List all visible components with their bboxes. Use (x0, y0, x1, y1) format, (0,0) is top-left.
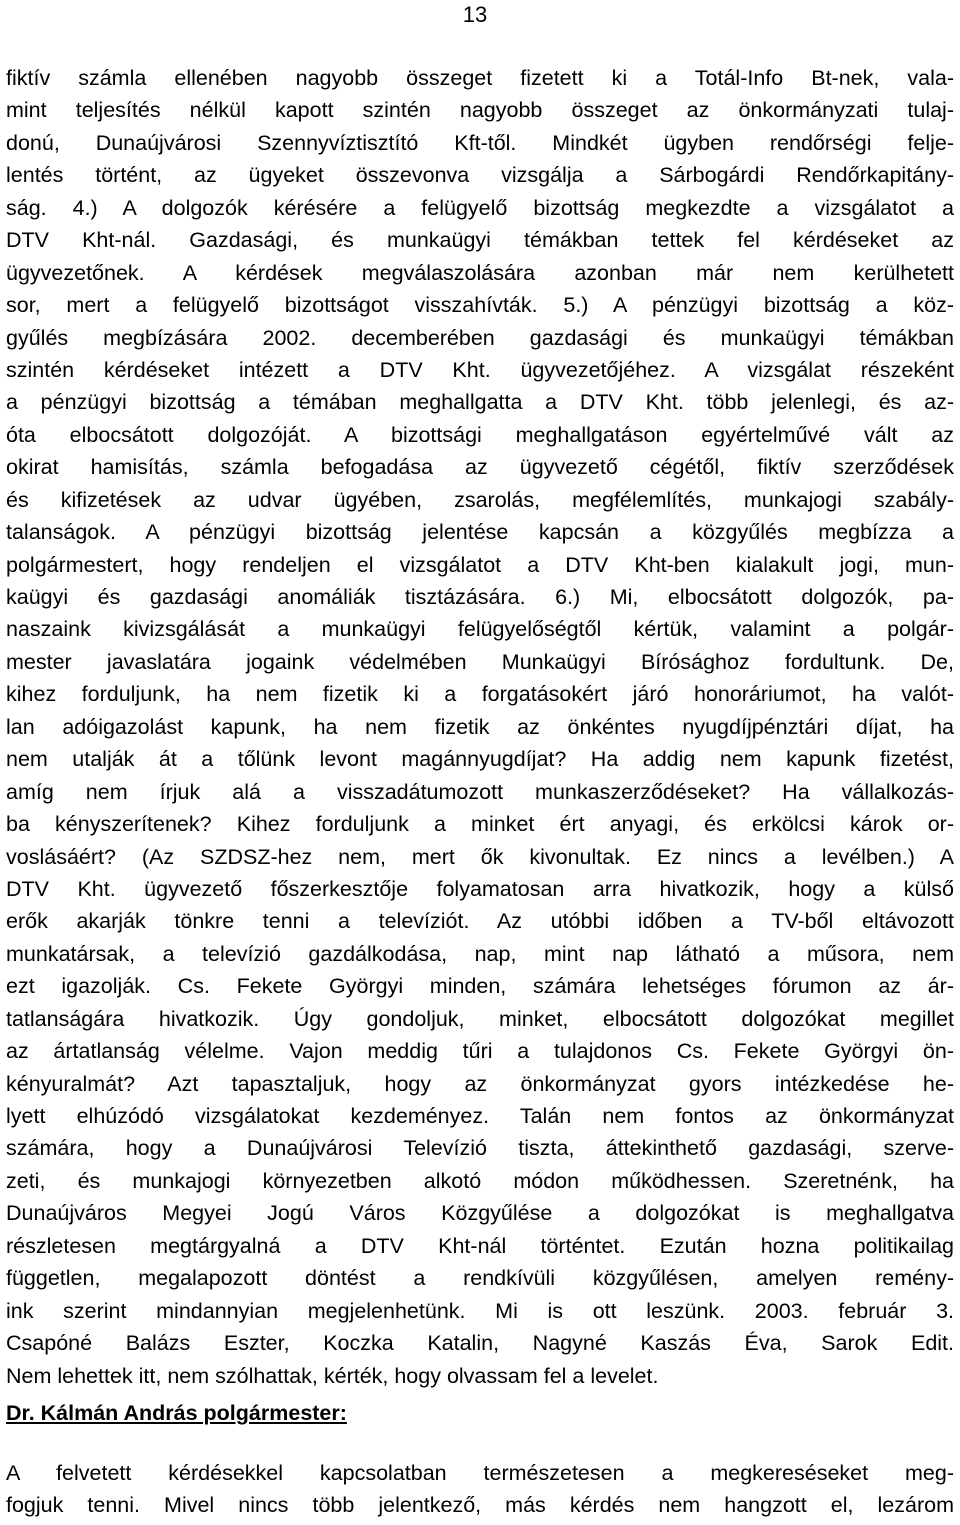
text-line: DTV Kht. ügyvezető főszerkesztője folyamatosan arra hivatkozik, hogy a külső (6, 876, 954, 901)
text-line: ezt igazolják. Cs. Fekete Györgyi minden, számára lehetséges fórumon az ár- (6, 974, 954, 999)
text-line: zeti, és munkajogi környezetben alkotó módon működhessen. Szeretnénk, ha (6, 1168, 954, 1193)
text-line: okirat hamisítás, számla befogadása az ügyvezető cégétől, fiktív szerződések (6, 455, 954, 480)
text-line: tatlanságára hivatkozik. Úgy gondoljuk, minket, elbocsátott dolgozókat megillet (6, 1006, 954, 1031)
text-line: voslásáért? (Az SZDSZ-hez nem, mert ők kivonultak. Ez nincs a levélben.) A (6, 844, 954, 869)
text-line: gyűlés megbízására 2002. decemberében gazdasági és munkaügyi témákban (6, 325, 954, 350)
text-line: talanságok. A pénzügyi bizottság jelentése kapcsán a közgyűlés megbízza a (6, 520, 954, 545)
letter-body-paragraph (6, 62, 954, 1392)
text-line: és kifizetések az udvar ügyében, zsarolás, megfélemlítés, munkajogi szabály- (6, 487, 954, 512)
text-line: lentés történt, az ügyeket összevonva vizsgálja a Sárbogárdi Rendőrkapitány- (6, 163, 954, 188)
text-line: donú, Dunaújvárosi Szennyvíztisztító Kft-től. Mindkét ügyben rendőrségi felje- (6, 130, 954, 155)
text-line: mint teljesítés nélkül kapott szintén nagyobb összeget az önkormányzati tulaj- (6, 98, 954, 123)
text-line: A felvetett kérdésekkel kapcsolatban természetesen a megkereséseket meg- (6, 1461, 954, 1485)
speaker-label: Dr. Kálmán András polgármester: (6, 1401, 347, 1425)
text-line: mester javaslatára jogaink védelmében Munkaügyi Bírósághoz fordultunk. De, (6, 649, 954, 674)
text-line: kényuralmát? Azt tapasztaljuk, hogy az önkormányzat gyors intézkedése he- (6, 1071, 954, 1096)
text-line: Nem lehettek itt, nem szólhattak, kérték, hogy olvassam fel a levelet. (6, 1363, 659, 1388)
text-line: amíg nem írjuk alá a visszadátumozott munkaszerződéseket? Ha vállalkozás- (6, 779, 954, 804)
page-number: 13 (462, 2, 488, 27)
text-line: ink szerint mindannyian megjelenhetünk. Mi is ott leszünk. 2003. február 3. (6, 1298, 954, 1323)
text-line: ság. 4.) A dolgozók kérésére a felügyelő bizottság megkezdte a vizsgálatot a (6, 195, 954, 220)
text-line: sor, mert a felügyelő bizottságot visszahívták. 5.) A pénzügyi bizottság a köz- (6, 293, 954, 318)
text-line: fiktív számla ellenében nagyobb összeget fizetett ki a Totál-Info Bt-nek, vala- (6, 66, 954, 90)
text-line: ügyvezetőnek. A kérdések megválaszolására azonban már nem kerülhetett (6, 260, 954, 285)
text-line: nem utalják át a tőlünk levont magánnyugdíjat? Ha addig nem kapunk fizetést, (6, 747, 954, 772)
signatories-line: Csapóné Balázs Eszter, Koczka Katalin, Nagyné Kaszás Éva, Sarok Edit. (6, 1331, 954, 1356)
text-line: kihez forduljunk, ha nem fizetik ki a forgatásokért járó honoráriumot, ha valót- (6, 682, 954, 707)
text-line: szintén kérdéseket intézett a DTV Kht. ügyvezetőjéhez. A vizsgálat részeként (6, 357, 954, 382)
text-line: független, megalapozott döntést a rendkívüli közgyűlésen, amelyen remény- (6, 1266, 954, 1291)
text-line: ba kényszerítenek? Kihez forduljunk a minket ért anyagi, és erkölcsi károk or- (6, 812, 954, 837)
text-line: lan adóigazolást kapunk, ha nem fizetik az önkéntes nyugdíjpénztári díjat, ha (6, 714, 954, 739)
text-line: Dunaújváros Megyei Jogú Város Közgyűlése a dolgozókat is meghallgatva (6, 1201, 954, 1226)
text-line: DTV Kht-nál. Gazdasági, és munkaügyi témákban tettek fel kérdéseket az (6, 228, 954, 253)
text-line: számára, hogy a Dunaújvárosi Televízió tiszta, áttekinthető gazdasági, szerve- (6, 1136, 954, 1161)
text-line: az ártatlanság vélelme. Vajon meddig tűri a tulajdonos Cs. Fekete Györgyi ön- (6, 1039, 954, 1064)
text-line: lyett elhúzódó vizsgálatokat kezdeményez. Talán nem fontos az önkormányzat (6, 1104, 954, 1128)
speaker-response-paragraph (6, 1457, 954, 1522)
text-line: munkatársak, a televízió gazdálkodása, nap, mint nap látható a műsora, nem (6, 941, 954, 966)
text-line: kaügyi és gazdasági anomáliák tisztázására. 6.) Mi, elbocsátott dolgozók, pa- (6, 585, 954, 609)
text-line: polgármestert, hogy rendeljen el vizsgálatot a DTV Kht-ben kialakult jogi, mun- (6, 552, 954, 577)
text-line: erők akarják tönkre tenni a televíziót. Az utóbbi időben a TV-ből eltávozott (6, 909, 954, 934)
text-line: részletesen megtárgyalná a DTV Kht-nál történtet. Ezután hozna politikailag (6, 1233, 954, 1258)
text-line: naszaink kivizsgálását a munkaügyi felügyelőségtől kértük, valamint a polgár- (6, 617, 954, 642)
text-line: fogjuk tenni. Mivel nincs több jelentkező, más kérdés nem hangzott el, lezárom (6, 1493, 954, 1518)
text-line: a pénzügyi bizottság a témában meghallgatta a DTV Kht. több jelenlegi, és az- (6, 390, 954, 415)
text-line: óta elbocsátott dolgozóját. A bizottsági meghallgatáson egyértelművé vált az (6, 422, 954, 447)
